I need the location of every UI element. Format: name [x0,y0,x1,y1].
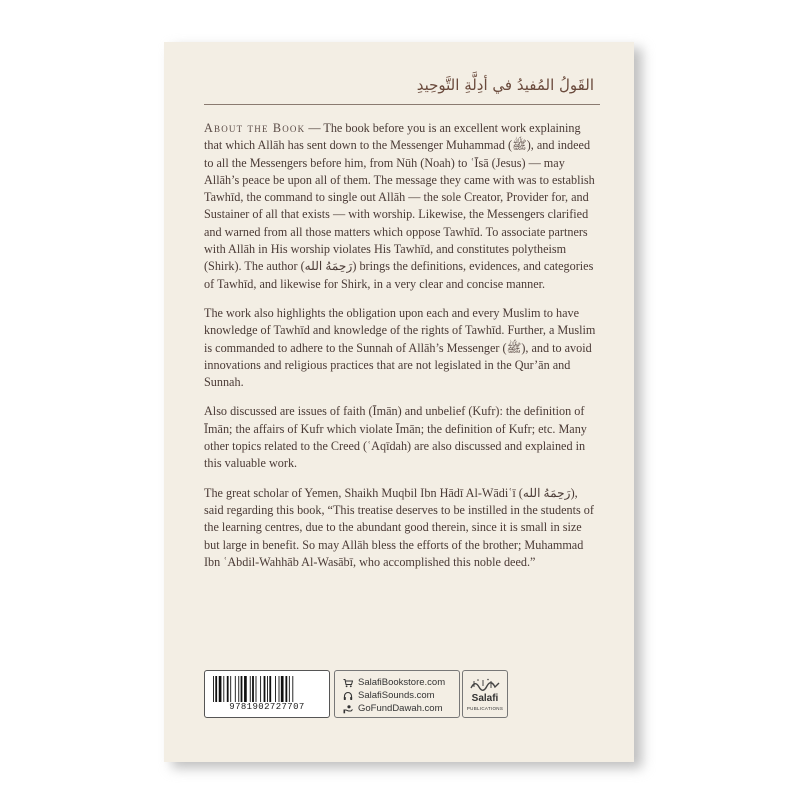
publisher-subtitle: PUBLICATIONS [466,706,504,711]
publisher-logo [462,670,508,718]
publisher-name: Salafi [471,693,499,704]
arabic-calligraphy-logo-icon [469,677,501,691]
arabic-title: القَولُ المُفيدُ في أدِلَّةِ التَّوحِيدِ [416,76,594,94]
description-text [204,120,600,583]
link-gofunddawah[interactable] [343,703,442,714]
website-links-box [334,670,460,718]
paragraph-4: The great scholar of Yemen, Shaikh Muqbil Ibn Hādī Al-Wādiʿī (رَحِمَهُ الله), said regarding this book, “This treatise deserves to be instilled in the students of the learning centres, due to the abundant good therein, since it is small in size but large in benefit. So may Allāh bless the efforts of the brother; Muhammad Ibn ʿAbdil-Wahhāb Al-Wasābī, who accomplished this noble deed.” [204,485,594,569]
isbn-number: 9781902727707 [229,702,305,712]
link-salafibookstore[interactable] [343,677,445,688]
about-dash: — [305,121,324,135]
barcode-box [204,670,330,718]
link-text: GoFundDawah.com [358,703,443,714]
book-back-cover [164,42,634,762]
paragraph-1 [204,120,600,293]
paragraph-2: The work also highlights the obligation upon each and every Muslim to have knowledge of Tawhīd and knowledge of the rights of Tawhīd. Further, a Muslim is commanded to adhere to the Sunnah of Allāh’s Messenger (ﷺ), and to avoid innovations and religious practices that are not legislated in the Qur’ān and Sunnah. [204,305,596,390]
headphones-icon [343,691,353,701]
about-label: About the Book [204,121,306,135]
link-text: SalafiSounds.com [358,690,435,701]
paragraph-1-text: The book before you is an excellent work explaining that which Allāh has sent down to the Messenger Muhammad (ﷺ), and indeed to all the Messengers before him, from Nūh (Noah) to ʿĪsā (Jesus) — may Allāh’s peace be upon all of them. The message they came with was to establish Tawhīd, the command to single out Allāh — the sole Creator, Provider for, and Sustainer of all that exists — with worship. Likewise, the Messengers clarified and warned from all those matters which oppose Tawhīd. To associate partners with Allāh in His worship violates His Tawhīd, and constitutes polytheism (Shirk). The author (رَحِمَهُ الله) brings the definitions, evidences, and categories of Tawhīd, and likewise for Shirk, in a very clear and concise manner. [204,121,595,291]
cart-icon [343,678,353,688]
hand-icon [343,704,353,714]
link-salafisounds[interactable] [343,690,435,701]
link-text: SalafiBookstore.com [358,677,446,688]
title-divider [204,104,600,105]
barcode-icon [211,676,323,702]
paragraph-3: Also discussed are issues of faith (Īmān) and unbelief (Kufr): the definition of Īmān; the affairs of Kufr which violate Īmān; the definition of Kufr; etc. Many other topics related to the Creed (ʿAqīdah) are also discussed and explained in this valuable work. [204,404,587,471]
